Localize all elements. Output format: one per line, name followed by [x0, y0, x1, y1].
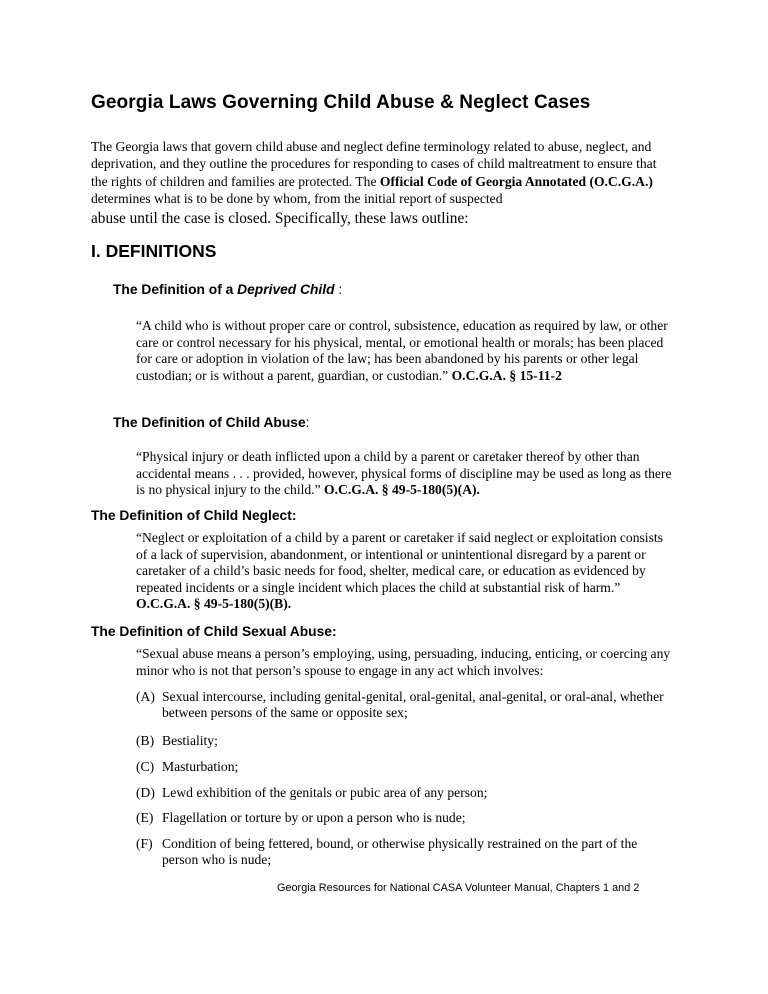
child-neglect-quote-text: “Neglect or exploitation of a child by a parent or caretaker if said neglect or exploitation consists of a lack of supervision, abandonment, or intentional or unintentional disregard by a parent or caretaker of a child’s basic needs for food, shelter, medical care, or education as evidenced by repeated incidents or a single incident which places the child at substantial risk of harm.”	[136, 530, 663, 595]
child-abuse-heading	[113, 415, 309, 430]
list-item-label: (E)	[136, 810, 154, 825]
child-abuse-heading-text: The Definition of Child Abuse	[113, 415, 306, 430]
list-item	[136, 759, 676, 775]
page-title: Georgia Laws Governing Child Abuse & Neglect Cases	[91, 92, 591, 113]
list-item-text: Sexual intercourse, including genital-genital, oral-genital, anal-genital, or oral-anal, whether between persons of the same or opposite sex;	[162, 689, 664, 720]
section-heading-definitions: I. DEFINITIONS	[91, 241, 217, 261]
list-item-text: Bestiality;	[162, 733, 218, 748]
intro-paragraph	[91, 138, 676, 228]
intro-text: The Georgia laws that govern child abuse and neglect define terminology related to abuse, neglect, and deprivation, and they outline the procedures for responding to cases of child maltreatment to ensure that the rights of children and families are protected. The	[91, 139, 657, 189]
child-neglect-heading: The Definition of Child Neglect:	[91, 508, 297, 523]
intro-last-line: abuse until the case is closed. Specifically, these laws outline:	[91, 209, 469, 227]
list-item-label: (D)	[136, 785, 155, 800]
list-item	[136, 810, 676, 826]
child-abuse-citation: O.C.G.A. § 49-5-180(5)(A).	[324, 482, 480, 498]
child-neglect-quote	[136, 530, 676, 613]
list-item-text: Masturbation;	[162, 759, 239, 774]
child-abuse-quote	[136, 449, 676, 499]
intro-text-continued: determines what is to be done by whom, from the initial report of suspected	[91, 191, 503, 207]
intro-code-name: Official Code of Georgia Annotated (O.C.G.A.)	[379, 173, 653, 189]
deprived-child-citation: O.C.G.A. § 15-11-2	[451, 367, 562, 383]
sexual-abuse-heading: The Definition of Child Sexual Abuse:	[91, 624, 337, 639]
child-abuse-quote-text: “Physical injury or death inflicted upon a child by a parent or caretaker thereof by other than accidental means . . . provided, however, physical forms of discipline may be used as long as there is no physical injury to the child.”	[136, 449, 672, 498]
deprived-child-heading	[113, 282, 342, 297]
sexual-abuse-quote: “Sexual abuse means a person’s employing, using, persuading, inducing, enticing, or coercing any minor who is not that person’s spouse to engage in any act which involves:	[136, 646, 671, 678]
deprived-child-quote	[136, 318, 676, 384]
list-item-text: Flagellation or torture by or upon a person who is nude;	[162, 810, 466, 825]
list-item-text: Lewd exhibition of the genitals or pubic area of any person;	[162, 785, 488, 800]
list-item-text: Condition of being fettered, bound, or otherwise physically restrained on the part of the person who is nude;	[162, 836, 638, 867]
page-footer: Georgia Resources for National CASA Volunteer Manual, Chapters 1 and 2	[277, 882, 640, 894]
list-item	[136, 785, 676, 801]
list-item	[136, 689, 676, 721]
list-item-label: (B)	[136, 733, 155, 748]
list-item	[136, 733, 676, 749]
deprived-child-heading-prefix: The Definition of a	[113, 282, 238, 297]
list-item-label: (C)	[136, 759, 155, 774]
list-item	[136, 836, 676, 868]
deprived-child-quote-text: “A child who is without proper care or control, subsistence, education as required by law, or other care or control necessary for his physical, mental, or emotional health or morals; has been placed for care or adoption in violation of the law; has been abandoned by his parents or other legal custodian; or is without a parent, guardian, or custodian.”	[136, 318, 668, 383]
list-item-label: (F)	[136, 836, 153, 851]
child-abuse-heading-suffix: :	[305, 415, 310, 430]
child-neglect-citation: O.C.G.A. § 49-5-180(5)(B).	[136, 596, 292, 612]
deprived-child-heading-suffix: :	[334, 282, 343, 297]
deprived-child-heading-term: Deprived Child	[237, 282, 335, 297]
list-item-label: (A)	[136, 689, 155, 704]
